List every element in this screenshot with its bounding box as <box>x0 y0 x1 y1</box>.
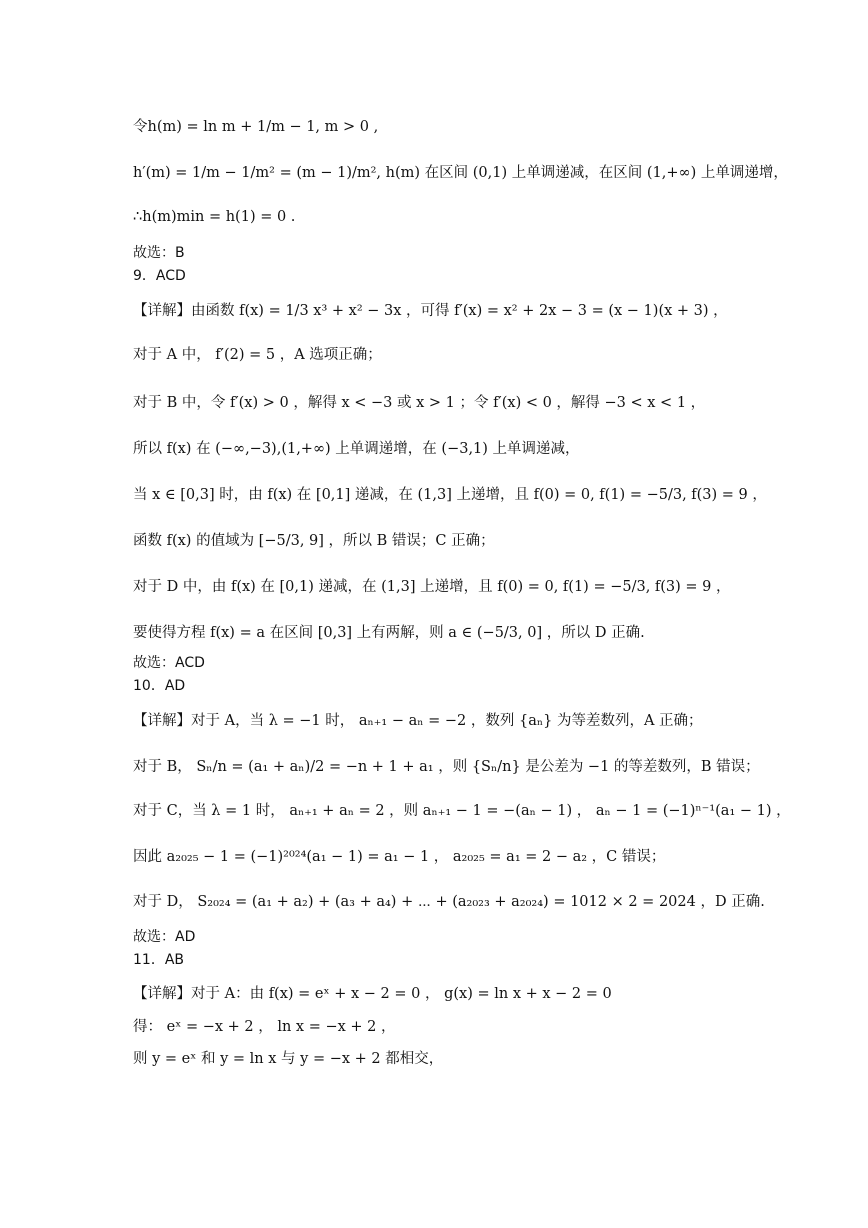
text-line-18: 对于 C，当 λ = 1 时， aₙ₊₁ + aₙ = 2 ，则 aₙ₊₁ − 1 = −(aₙ − 1) ， aₙ − 1 = (−1)ⁿ⁻¹(a₁ − 1) ， <box>133 803 791 819</box>
text-line-4: 故选：B <box>133 245 185 261</box>
text-line-14: 故选：ACD <box>133 655 205 671</box>
text-line-25: 则 y = eˣ 和 y = ln x 与 y = −x + 2 都相交， <box>133 1051 444 1067</box>
question-number-11: 11．AB <box>133 952 184 968</box>
text-line-2: h′(m) = 1/m − 1/m² = (m − 1)/m², h(m) 在区间 (0,1) 上单调递减，在区间 (1,+∞) 上单调递增， <box>133 165 788 181</box>
text-line-16: 【详解】对于 A，当 λ = −1 时， aₙ₊₁ − aₙ = −2 ，数列 {aₙ} 为等差数列，A 正确； <box>133 713 703 729</box>
text-line-13: 要使得方程 f(x) = a 在区间 [0,3] 上有两解，则 a ∈ (−5/3, 0] ，所以 D 正确. <box>133 625 645 641</box>
text-line-1: 令h(m) = ln m + 1/m − 1, m > 0 , <box>133 119 379 135</box>
text-line-17: 对于 B， Sₙ/n = (a₁ + aₙ)/2 = −n + 1 + a₁ ，则 {Sₙ/n} 是公差为 −1 的等差数列，B 错误； <box>133 759 760 775</box>
text-line-6: 【详解】由函数 f(x) = 1/3 x³ + x² − 3x ，可得 f′(x) = x² + 2x − 3 = (x − 1)(x + 3) ， <box>133 303 728 319</box>
text-line-12: 对于 D 中，由 f(x) 在 [0,1) 递减，在 (1,3] 上递增，且 f(0) = 0, f(1) = −5/3, f(3) = 9 ， <box>133 579 731 595</box>
text-line-9: 所以 f(x) 在 (−∞,−3),(1,+∞) 上单调递增，在 (−3,1) 上单调递减， <box>133 441 580 457</box>
text-line-8: 对于 B 中，令 f′(x) > 0 ，解得 x < −3 或 x > 1 ；令 f′(x) < 0 ，解得 −3 < x < 1 ， <box>133 395 706 411</box>
text-line-11: 函数 f(x) 的值域为 [−5/3, 9] ，所以 B 错误；C 正确； <box>133 533 495 549</box>
question-number-9: 9．ACD <box>133 268 186 284</box>
text-line-21: 故选：AD <box>133 929 196 945</box>
text-line-10: 当 x ∈ [0,3] 时，由 f(x) 在 [0,1] 递减，在 (1,3] 上递增，且 f(0) = 0, f(1) = −5/3, f(3) = 9 ， <box>133 487 767 503</box>
text-line-24: 得： eˣ = −x + 2 ， ln x = −x + 2 ， <box>133 1019 396 1035</box>
text-line-3: ∴h(m)min = h(1) = 0 . <box>133 209 296 225</box>
text-line-7: 对于 A 中， f′(2) = 5 ，A 选项正确； <box>133 347 382 363</box>
text-line-19: 因此 a₂₀₂₅ − 1 = (−1)²⁰²⁴(a₁ − 1) = a₁ − 1 ， a₂₀₂₅ = a₁ = 2 − a₂ ，C 错误； <box>133 849 666 865</box>
text-line-23: 【详解】对于 A：由 f(x) = eˣ + x − 2 = 0 ， g(x) = ln x + x − 2 = 0 <box>133 986 612 1002</box>
text-line-20: 对于 D， S₂₀₂₄ = (a₁ + a₂) + (a₃ + a₄) + ⋯ + (a₂₀₂₃ + a₂₀₂₄) = 1012 × 2 = 2024 ，D 正确. <box>133 894 765 910</box>
question-number-10: 10．AD <box>133 678 186 694</box>
